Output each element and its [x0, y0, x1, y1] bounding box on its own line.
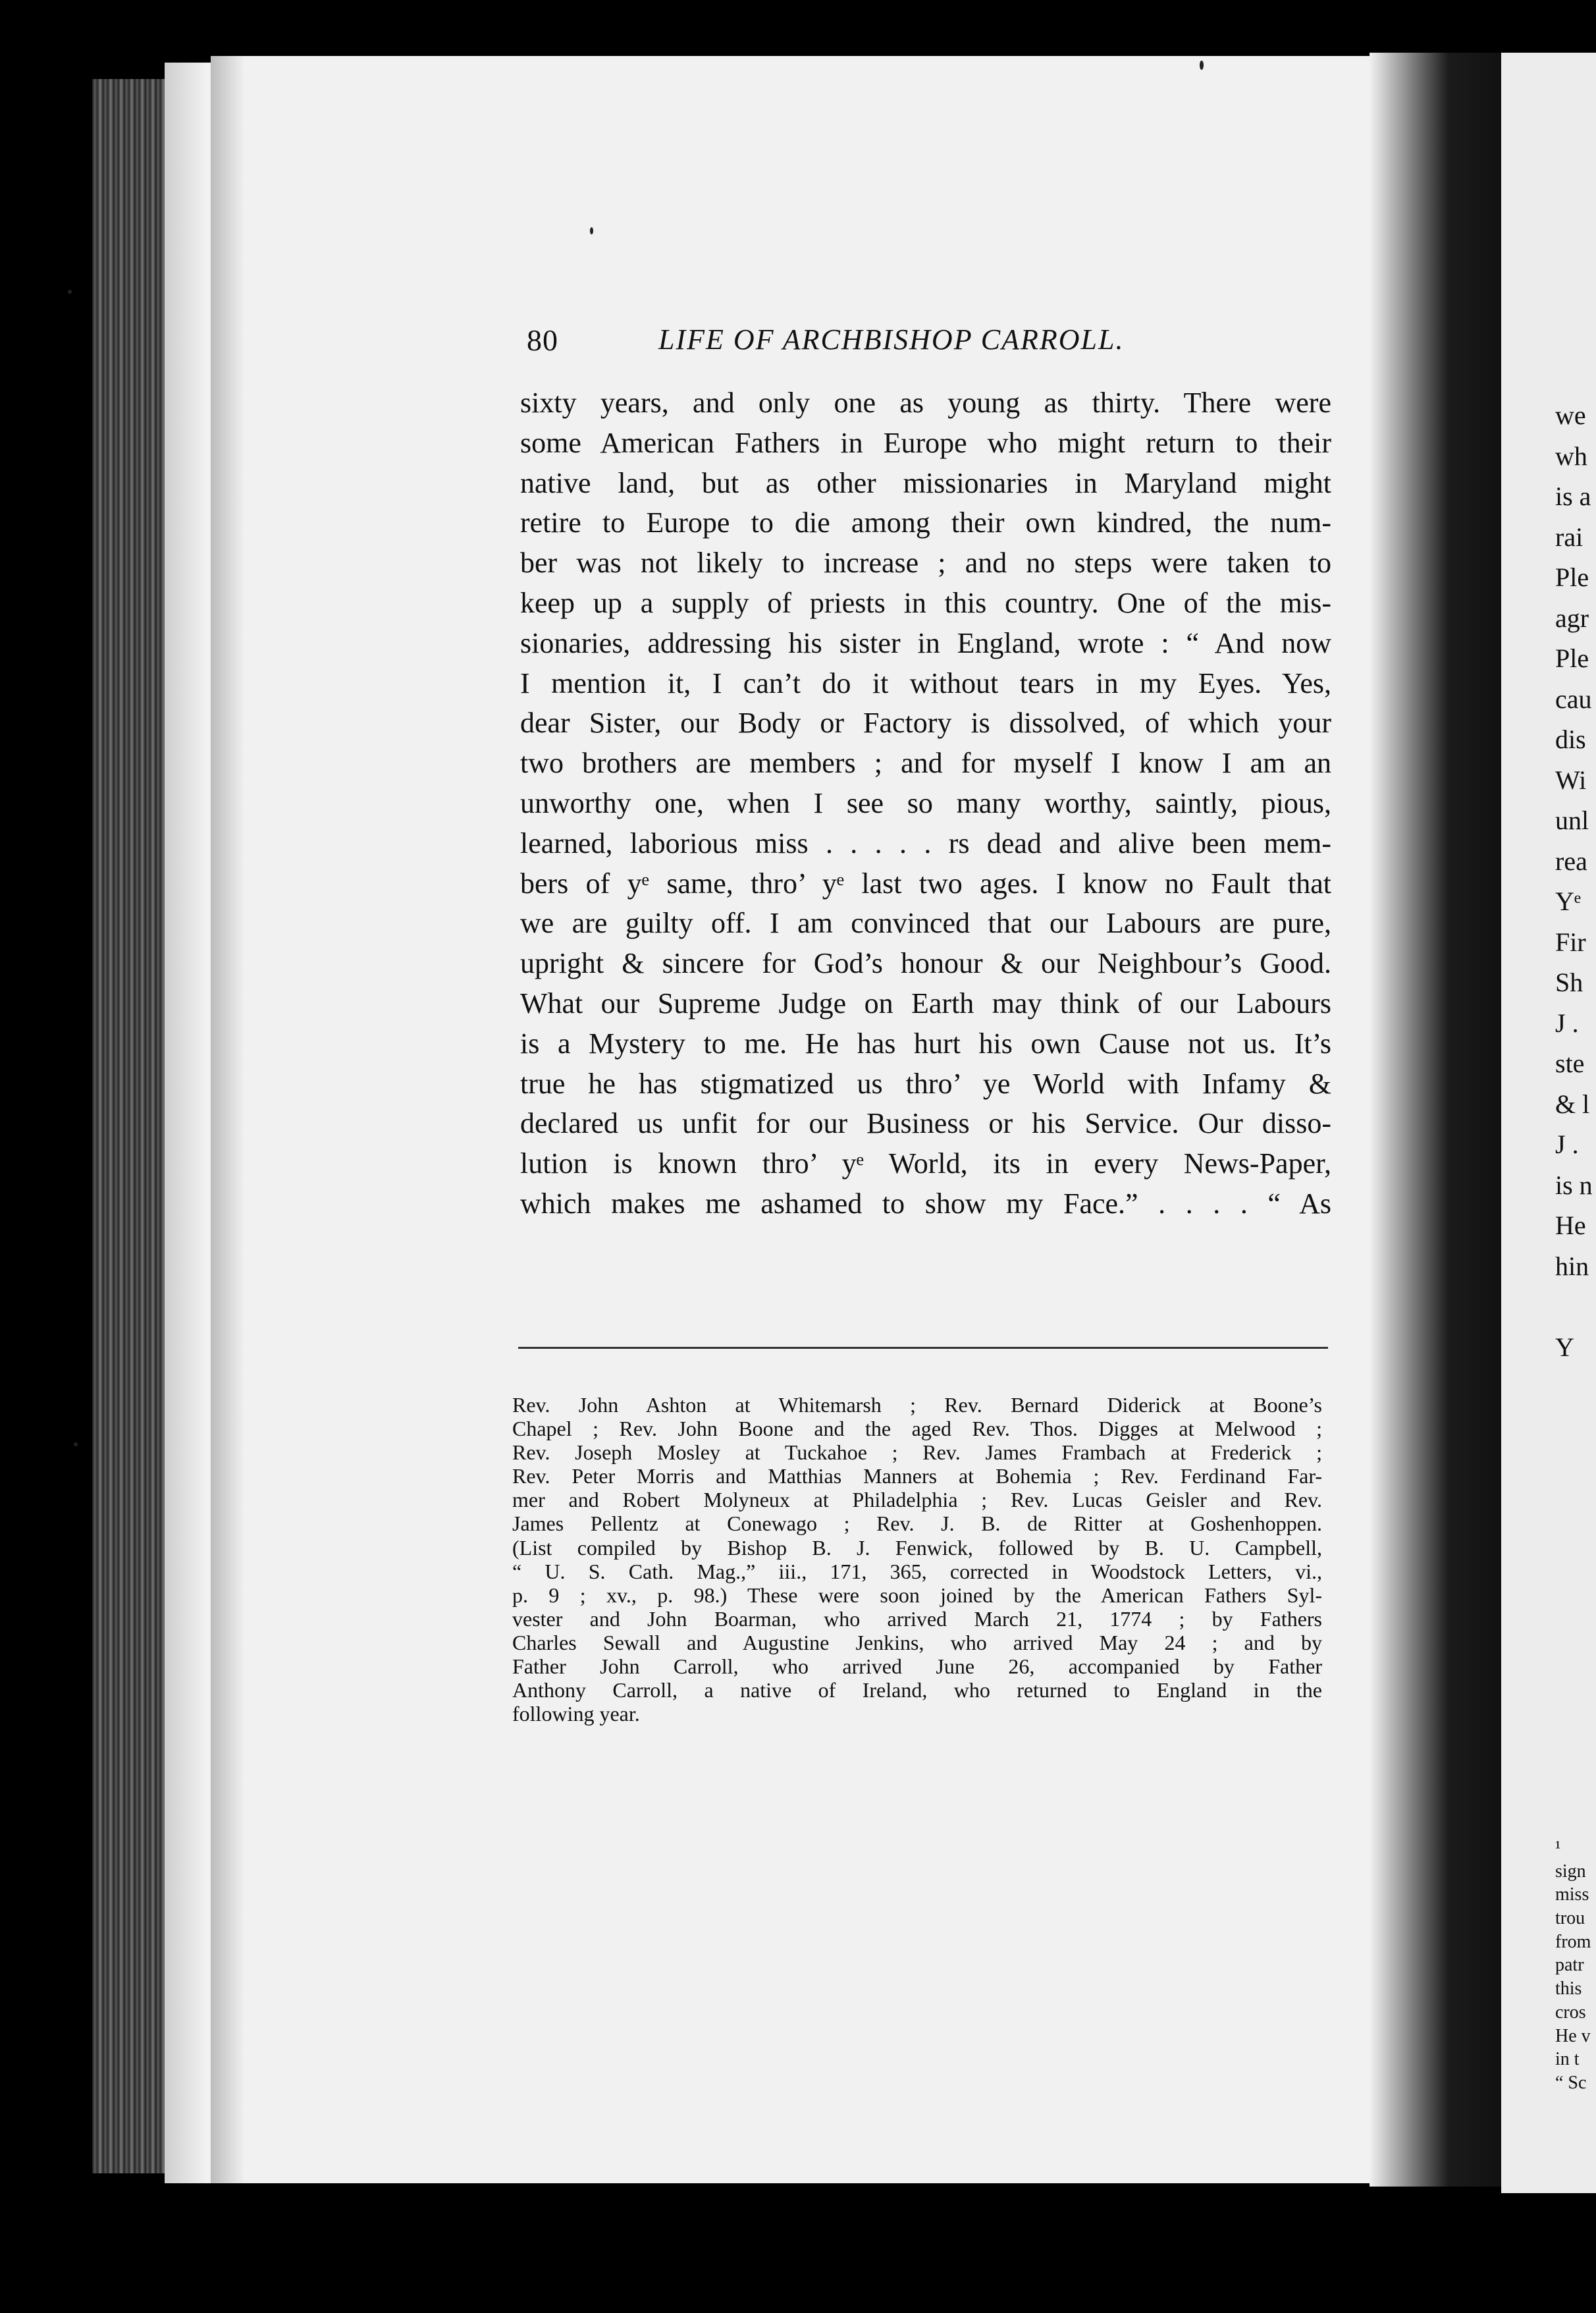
- opposite-page-line: [1555, 1286, 1596, 1327]
- opposite-page-line: agr: [1555, 603, 1589, 633]
- running-head-title: LIFE OF ARCHBISHOP CARROLL.: [658, 323, 1125, 356]
- opposite-page-line: ste: [1555, 1048, 1585, 1078]
- body-line: retire to Europe to die among their own kindred, the num-: [520, 506, 1331, 539]
- footnote-line: Rev. John Ashton at Whitemarsh ; Rev. Bernard Diderick at Boone’s: [512, 1393, 1322, 1417]
- opposite-page-footnote: [1555, 1836, 1596, 2095]
- opposite-page-line: J .: [1555, 1008, 1579, 1038]
- opposite-page-footnote-line: this: [1555, 1978, 1582, 2000]
- body-text: [520, 383, 1331, 1224]
- footnote-line: following year.: [512, 1702, 640, 1726]
- opposite-page-line: rai: [1555, 522, 1583, 552]
- footnote-line: mer and Robert Molyneux at Philadelphia ; Rev. Lucas Geisler and Rev.: [512, 1488, 1322, 1512]
- footnote-line: (List compiled by Bishop B. J. Fenwick, followed by B. U. Campbell,: [512, 1535, 1322, 1560]
- body-line: sixty years, and only one as young as thirty. There were: [520, 387, 1331, 419]
- body-line: two brothers are members ; and for myself I know I am an: [520, 747, 1331, 780]
- footnote-line: Charles Sewall and Augustine Jenkins, who arrived May 24 ; and by: [512, 1630, 1322, 1654]
- body-line: which makes me ashamed to show my Face.” . . . . “ As: [520, 1187, 1331, 1220]
- opposite-page-line: Y: [1555, 1332, 1574, 1362]
- opposite-page-line: Fir: [1555, 927, 1586, 957]
- opposite-page-line: wh: [1555, 441, 1587, 471]
- opposite-page-line: cau: [1555, 684, 1592, 714]
- body-line: unworthy one, when I see so many worthy, saintly, pious,: [520, 786, 1331, 819]
- body-line: is a Mystery to me. He has hurt his own Cause not us. It’s: [520, 1027, 1331, 1060]
- page-number: 80: [527, 323, 558, 357]
- body-line: upright & sincere for God’s honour & our Neighbour’s Good.: [520, 947, 1331, 980]
- opposite-page-line: is a: [1555, 481, 1591, 511]
- body-line: true he has stigmatized us thro’ ye World with Infamy &: [520, 1067, 1331, 1100]
- opposite-page-line: He: [1555, 1211, 1586, 1240]
- opposite-page-footnote-line: cros: [1555, 2001, 1586, 2023]
- footnote-divider: [518, 1347, 1328, 1349]
- body-line: native land, but as other missionaries in Maryland might: [520, 466, 1331, 499]
- body-line: keep up a supply of priests in this country. One of the mis-: [520, 586, 1331, 619]
- opposite-page-line: & l: [1555, 1089, 1590, 1119]
- opposite-page-text: [1555, 395, 1596, 1367]
- footnote-line: “ U. S. Cath. Mag.,” iii., 171, 365, corrected in Woodstock Letters, vi.,: [512, 1559, 1322, 1583]
- body-line: lution is known thro’ yᵉ World, its in every News-Paper,: [520, 1147, 1331, 1180]
- opposite-page-footnote-line: patr: [1555, 1955, 1584, 1976]
- body-line: I mention it, I can’t do it without tears in my Eyes. Yes,: [520, 667, 1331, 699]
- body-line: declared us unfit for our Business or his Service. Our disso-: [520, 1107, 1331, 1140]
- opposite-page-line: Ple: [1555, 562, 1589, 592]
- opposite-page-footnote-line: “ Sc: [1555, 2072, 1587, 2093]
- body-line: ber was not likely to increase ; and no steps were taken to: [520, 547, 1331, 580]
- opposite-page-line: hin: [1555, 1251, 1589, 1281]
- opposite-page-line: we: [1555, 400, 1586, 430]
- opposite-page-footnote-line: ¹: [1555, 1837, 1561, 1858]
- opposite-page-line: unl: [1555, 805, 1589, 835]
- opposite-page-footnote-line: sign: [1555, 1861, 1586, 1882]
- opposite-page-line: J .: [1555, 1129, 1579, 1159]
- body-line: dear Sister, our Body or Factory is dissolved, of which your: [520, 707, 1331, 740]
- scan-speck: [590, 227, 593, 234]
- book-gutter-shadow: [1370, 53, 1501, 2187]
- opposite-page-footnote-line: from: [1555, 1931, 1591, 1952]
- body-line: learned, laborious miss . . . . . rs dead and alive been mem-: [520, 827, 1331, 859]
- scan-speck: [68, 290, 72, 294]
- footnote-line: Rev. Peter Morris and Matthias Manners at Bohemia ; Rev. Ferdinand Far-: [512, 1464, 1322, 1488]
- footnote-line: p. 9 ; xv., p. 98.) These were soon joined by the American Fathers Syl-: [512, 1583, 1322, 1607]
- opposite-page-line: Wi: [1555, 765, 1587, 795]
- opposite-page-line: Yᵉ: [1555, 886, 1582, 916]
- footnote-line: Anthony Carroll, a native of Ireland, who returned to England in the: [512, 1678, 1322, 1702]
- footnote-line: Rev. Joseph Mosley at Tuckahoe ; Rev. James Frambach at Frederick ;: [512, 1440, 1322, 1465]
- footnote: [512, 1393, 1322, 1726]
- opposite-page-line: dis: [1555, 724, 1586, 754]
- footnote-line: vester and John Boarman, who arrived March 21, 1774 ; by Fathers: [512, 1606, 1322, 1631]
- footnote-line: Father John Carroll, who arrived June 26, accompanied by Father: [512, 1654, 1322, 1679]
- opposite-page-line: Sh: [1555, 967, 1583, 997]
- opposite-page-footnote-line: in t: [1555, 2049, 1580, 2070]
- opposite-page-footnote-line: He v: [1555, 2025, 1591, 2046]
- scan-speck: [1200, 61, 1204, 70]
- opposite-page-line: Ple: [1555, 643, 1589, 673]
- footnote-line: James Pellentz at Conewago ; Rev. J. B. de Ritter at Goshenhoppen.: [512, 1511, 1322, 1536]
- body-line: bers of yᵉ same, thro’ yᵉ last two ages. I know no Fault that: [520, 867, 1331, 900]
- opposite-page-footnote-line: trou: [1555, 1908, 1585, 1929]
- footnote-line: Chapel ; Rev. John Boone and the aged Rev. Thos. Digges at Melwood ;: [512, 1417, 1322, 1441]
- opposite-page-line: rea: [1555, 846, 1587, 876]
- body-line: What our Supreme Judge on Earth may think of our Labours: [520, 987, 1331, 1020]
- page-inner-shadow: [211, 56, 244, 2183]
- scan-speck: [74, 1442, 78, 1446]
- opposite-page-line: is n: [1555, 1170, 1593, 1200]
- body-line: some American Fathers in Europe who might return to their: [520, 426, 1331, 459]
- opposite-page-footnote-line: miss: [1555, 1884, 1589, 1905]
- body-line: sionaries, addressing his sister in England, wrote : “ And now: [520, 626, 1331, 659]
- body-line: we are guilty off. I am convinced that our Labours are pure,: [520, 907, 1331, 940]
